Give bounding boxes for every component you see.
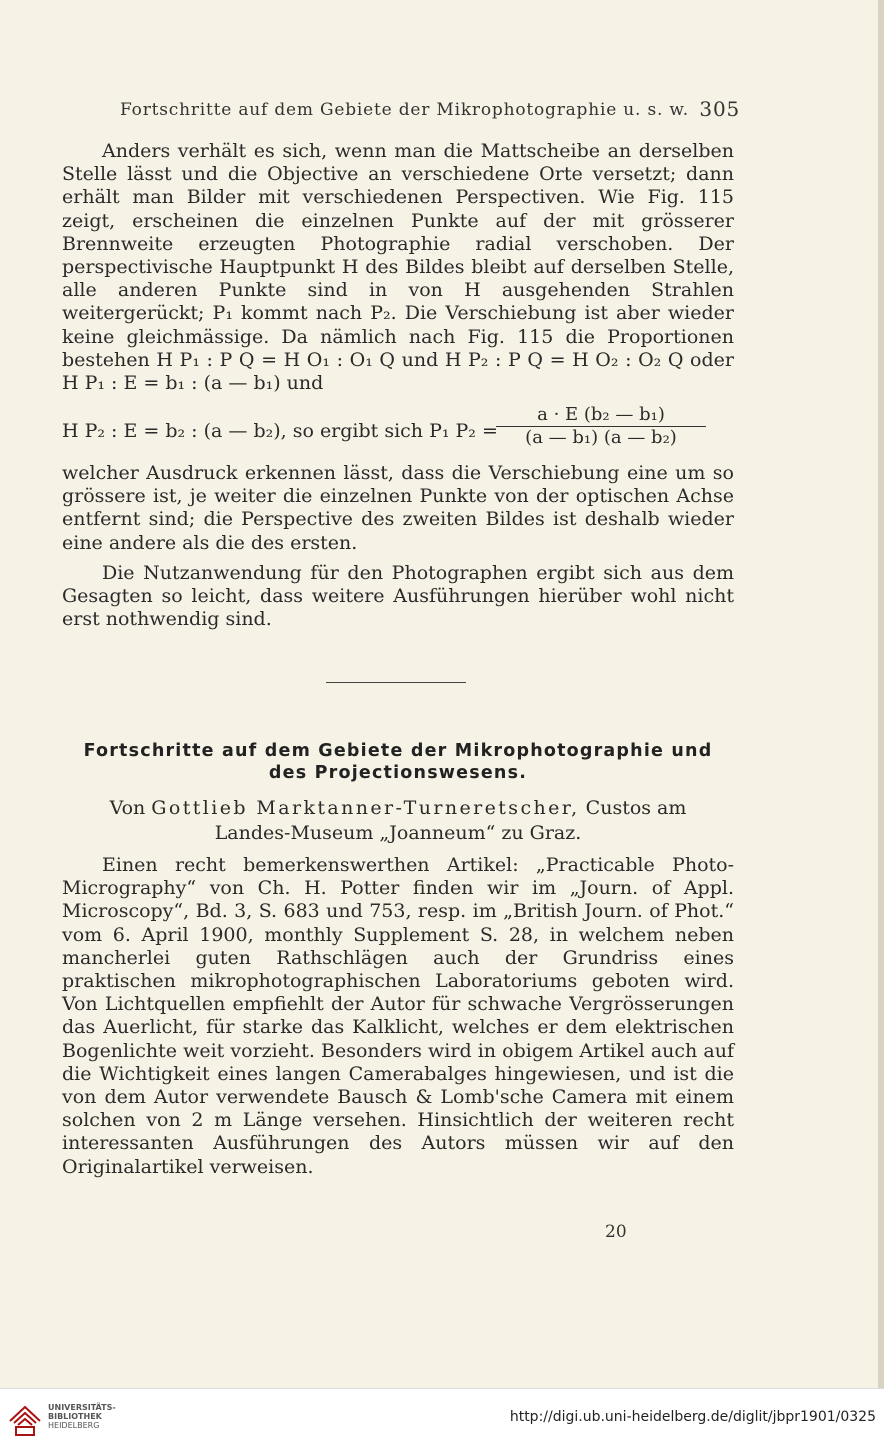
formula-text: H P₂ : E = b₂ : (a — b₂), so ergibt sich P₁ P₂ =	[62, 420, 498, 442]
article-title	[58, 740, 738, 784]
university-logo-icon	[6, 1401, 44, 1439]
signature-mark: 20	[605, 1222, 627, 1242]
paragraph-text: Die Nutzanwendung für den Photographen ergibt sich aus dem Gesagten so leicht, dass weitere Ausführungen hierüber wohl nicht erst nothwendig sind.	[62, 562, 734, 631]
paragraph-text: Einen recht bemerkenswerthen Artikel: „Practicable Photo-Micrography“ von Ch. H. Potter finden wir im „Journ. of Appl. Microscopy“, Bd. 3, S. 683 und 753, resp. im „British Journ. of Phot.“ vom 6. April 1900, monthly Supplement S. 28, in welchem neben mancherlei guten Rathschlägen auch der Grundriss eines praktischen mikrophotographischen Laboratoriums geboten wird. Von Lichtquellen empfiehlt der Autor für schwache Vergrösserungen das Auerlicht, für starke das Kalklicht, welches er dem elektrischen Bogenlichte weit vorzieht. Besonders wird in obigem Artikel auch auf die Wichtigkeit eines langen Camerabalges hingewiesen, und ist die von dem Autor verwendete Bausch & Lomb'sche Camera mit einem solchen von 2 m Länge versehen. Hinsichtlich der weiteren recht interessanten Ausführungen des Autors müssen wir auf den Originalartikel verweisen.	[62, 854, 734, 1178]
library-line-3: HEIDELBERG	[48, 1421, 100, 1430]
library-name	[48, 1403, 116, 1430]
source-url-link[interactable]: http://digi.ub.uni-heidelberg.de/diglit/jbpr1901/0325	[509, 1409, 876, 1425]
body-paragraph-3	[62, 854, 734, 1179]
fraction-denominator: (a — b₁) (a — b₂)	[525, 427, 677, 448]
running-title: Fortschritte auf dem Gebiete der Mikrophotographie u. s. w.	[120, 100, 689, 120]
body-paragraph-2	[62, 562, 734, 632]
byline-von: Von	[109, 797, 146, 819]
author-role: Custos am	[585, 797, 687, 819]
author-byline	[62, 796, 734, 846]
section-divider	[326, 682, 466, 683]
fraction-numerator: a · E (b₂ — b₁)	[496, 404, 706, 427]
article-title-line-1: Fortschritte auf dem Gebiete der Mikrophotographie und	[83, 741, 713, 761]
page-number: 305	[699, 97, 740, 121]
paragraph-text: welcher Ausdruck erkennen lässt, dass die Verschiebung eine um so grössere ist, je weiter die einzelnen Punkte von der optischen Achse entfernt sind; die Perspective des zweiten Bildes ist deshalb wieder eine andere als die des ersten.	[62, 462, 734, 554]
paragraph-text: Anders verhält es sich, wenn man die Mattscheibe an derselben Stelle lässt und die Objective an verschiedene Orte versetzt; dann erhält man Bilder mit verschiedenen Perspectiven. Wie Fig. 115 zeigt, erscheinen die einzelnen Punkte auf der mit grösserer Brennweite erzeugten Photographie radial verschoben. Der perspectivische Hauptpunkt H des Bildes bleibt auf derselben Stelle, alle anderen Punkte sind in von H ausgehenden Strahlen weitergerückt; P₁ kommt nach P₂. Die Verschiebung ist aber wieder keine gleichmässige. Da nämlich nach Fig. 115 die Proportionen bestehen H P₁ : P Q = H O₁ : O₁ Q und H P₂ : P Q = H O₂ : O₂ Q oder H P₁ : E = b₁ : (a — b₁) und	[62, 140, 734, 395]
author-name: Gottlieb Marktanner-Turneretscher,	[151, 797, 580, 819]
body-paragraph-1	[62, 140, 734, 395]
running-header	[120, 97, 740, 121]
library-line-2: BIBLIOTHEK	[48, 1412, 102, 1421]
article-title-line-2: des Projectionswesens.	[268, 763, 528, 783]
body-paragraph-1-end	[62, 462, 734, 555]
library-line-1: UNIVERSITÄTS-	[48, 1403, 116, 1412]
footer-bar	[0, 1388, 884, 1449]
author-institution: Landes-Museum „Joanneum“ zu Graz.	[214, 822, 582, 844]
page-edge	[878, 0, 884, 1388]
fraction	[496, 404, 706, 448]
